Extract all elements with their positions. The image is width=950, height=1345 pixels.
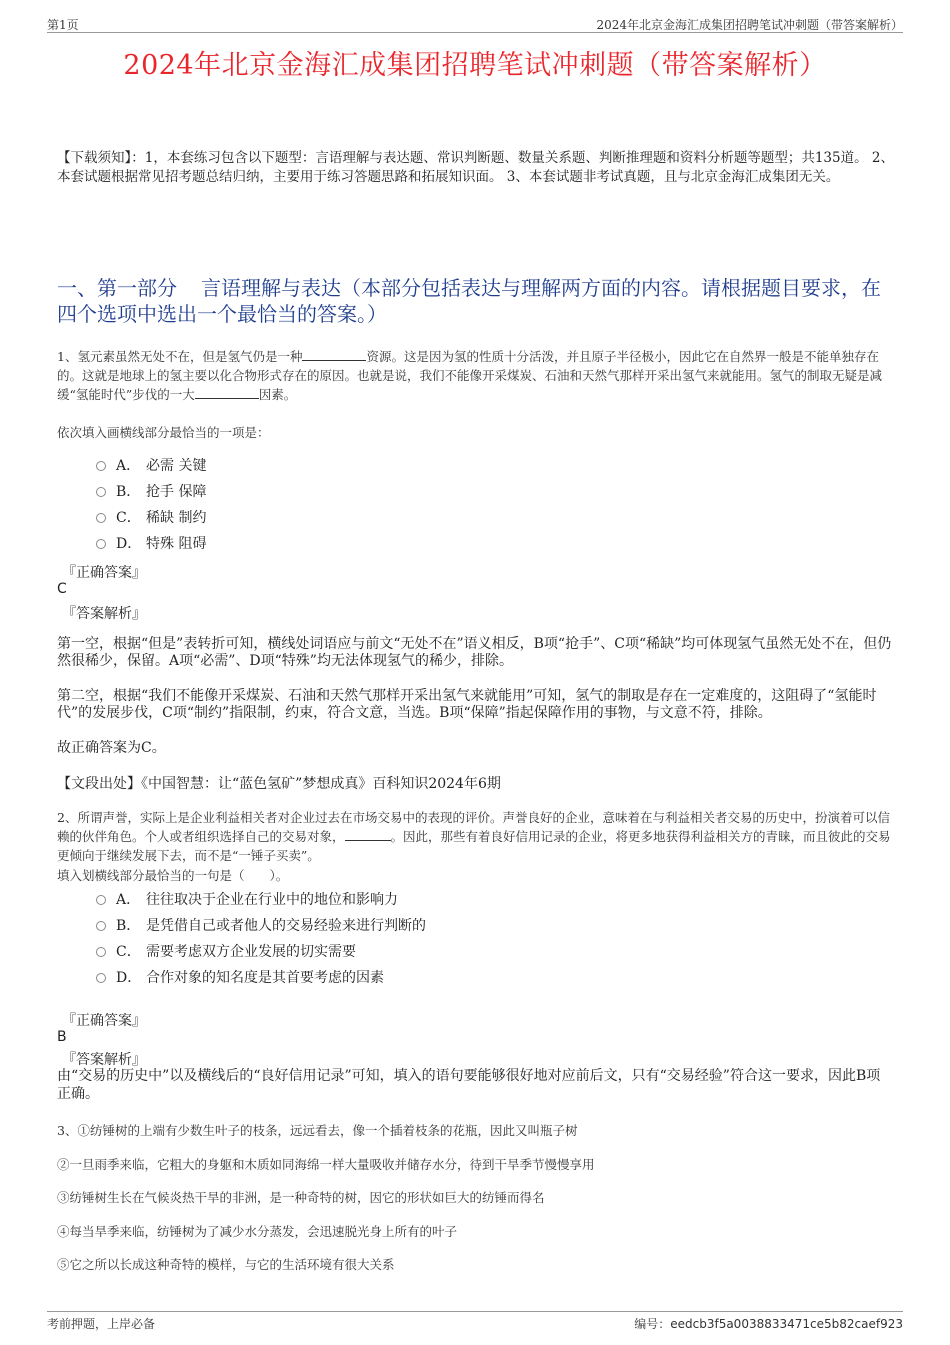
footer-slogan: 考前押题，上岸必备 [47, 1317, 156, 1331]
q2-prompt: 填入划横线部分最恰当的一句是（ ）。 [57, 868, 289, 883]
q2-option-a[interactable]: A． 往往取决于企业在行业中的地位和影响力 [96, 889, 426, 915]
document-title: 2024年北京金海汇成集团招聘笔试冲刺题（带答案解析） [123, 50, 827, 81]
q2-option-c[interactable]: C． 需要考虑双方企业发展的切实需要 [96, 941, 426, 967]
q1-analysis-1: 第一空，根据“但是”表转折可知，横线处词语应与前文“无处不在”语义相反，B项“抢手”、C项“稀缺”均可体现氢气虽然无处不在，但仍然很稀少，保留。A项“必需”、D项“特殊”均无法体现氢气的稀少，排除。 [57, 636, 892, 669]
q1-option-b[interactable]: B． 抢手 保障 [96, 481, 206, 507]
footer-code: 编号：eedcb3f5a0038833471ce5b82caef923 [634, 1317, 903, 1331]
radio-icon[interactable] [96, 513, 106, 523]
download-notice: 【下载须知】：1，本套练习包含以下题型：言语理解与表达题、常识判断题、数量关系题、判断推理题和资料分析题等题型；共135道。 2、本套试题根据常见招考题总结归纳，主要用于练习答题思路和拓展知识面。 3、本套试题非考试真题，且与北京金海汇成集团无关。 [57, 150, 894, 185]
q2-options [96, 889, 426, 993]
q2-stem: 2、所谓声誉，实际上是企业利益相关者对企业过去在市场交易中的表现的评价。声誉良好的企业，意味着在与利益相关者交易的历史中，扮演着可以信赖的伙伴角色。个人或者组织选择自己的交易对象， 。因此，那些有着良好信用记录的企业，将更多地获得利益相关方的青睐，而且彼此的交易更倾向于继续发展下去，而不是“一锤子买卖”。 [57, 810, 891, 863]
page-footer [47, 1311, 903, 1332]
radio-icon[interactable] [96, 461, 106, 471]
radio-icon[interactable] [96, 947, 106, 957]
q3-line-3: ③纺锤树生长在气候炎热干旱的非洲，是一种奇特的树，因它的形状如巨大的纺锤而得名 [57, 1190, 545, 1205]
radio-icon[interactable] [96, 973, 106, 983]
q1-option-a[interactable]: A． 必需 关键 [96, 455, 206, 481]
radio-icon[interactable] [96, 539, 106, 549]
q1-source: 【文段出处】《中国智慧：让“蓝色氢矿”梦想成真》百科知识2024年6期 [57, 776, 501, 792]
q1-stem: 1、氢元素虽然无处不在，但是氢气仍是一种 资源。这是因为氢的性质十分活泼，并且原子半径极小，因此它在自然界一般是不能单独存在的。这就是地球上的氢主要以化合物形式存在的原因。也就是说，我们不能像开采煤炭、石油和天然气那样开采出氢气来就能用。氢气的制取无疑是减缓“氢能时代”步伐的一大 因素。 [57, 349, 883, 402]
q1-blank-1 [302, 348, 366, 361]
q2-analysis: 由“交易的历史中”以及横线后的“良好信用记录”可知，填入的语句要能够很好地对应前后文，只有“交易经验”符合这一要求，因此B项正确。 [57, 1068, 881, 1102]
q1-option-c[interactable]: C． 稀缺 制约 [96, 507, 206, 533]
q3-line-4: ④每当旱季来临，纺锤树为了减少水分蒸发，会迅速脱光身上所有的叶子 [57, 1224, 458, 1239]
q3-line-1: 3、①纺锤树的上端有少数生叶子的枝条，远远看去，像一个插着枝条的花瓶，因此又叫瓶子树 [57, 1123, 578, 1138]
header-doc-title: 2024年北京金海汇成集团招聘笔试冲刺题（带答案解析） [596, 18, 903, 32]
q3-line-5: ⑤它之所以长成这种奇特的模样，与它的生活环境有很大关系 [57, 1257, 395, 1272]
q1-analysis-2: 第二空，根据“我们不能像开采煤炭、石油和天然气那样开采出氢气来就能用”可知，氢气的制取是存在一定难度的，这阻碍了“氢能时代”的发展步伐，C项“制约”指限制，约束，符合文意，当选。B项“保障”指起保障作用的事物，与文意不符，排除。 [57, 688, 877, 721]
q1-prompt: 依次填入画横线部分最恰当的一项是： [57, 425, 270, 440]
q2-analysis-label: 『答案解析』 [62, 1052, 146, 1068]
page-header [47, 14, 903, 33]
q1-option-d[interactable]: D． 特殊 阻碍 [96, 533, 206, 559]
radio-icon[interactable] [96, 895, 106, 905]
q1-analysis-3: 故正确答案为C。 [57, 740, 166, 756]
q1-answer-label: 『正确答案』 [62, 565, 146, 581]
q1-analysis-label: 『答案解析』 [62, 606, 146, 622]
page-number: 第1页 [47, 18, 79, 32]
q2-answer-label: 『正确答案』 [62, 1013, 146, 1029]
q3-line-2: ②一旦雨季来临，它粗大的身躯和木质如同海绵一样大量吸收并储存水分，待到干旱季节慢慢享用 [57, 1157, 595, 1172]
radio-icon[interactable] [96, 921, 106, 931]
q2-option-d[interactable]: D． 合作对象的知名度是其首要考虑的因素 [96, 967, 426, 993]
radio-icon[interactable] [96, 487, 106, 497]
q1-blank-2 [195, 386, 259, 399]
section-part: 一、第一部分 [57, 276, 177, 300]
q1-options [96, 455, 206, 559]
section-heading [57, 275, 897, 327]
q2-answer: B [57, 1029, 67, 1045]
q2-blank [345, 828, 391, 841]
section-desc: 言语理解与表达（本部分包括表达与理解两方面的内容。请根据题目要求，在四个选项中选出一个最恰当的答案。） [57, 276, 881, 326]
q2-option-b[interactable]: B． 是凭借自己或者他人的交易经验来进行判断的 [96, 915, 426, 941]
q1-answer: C [57, 581, 67, 597]
